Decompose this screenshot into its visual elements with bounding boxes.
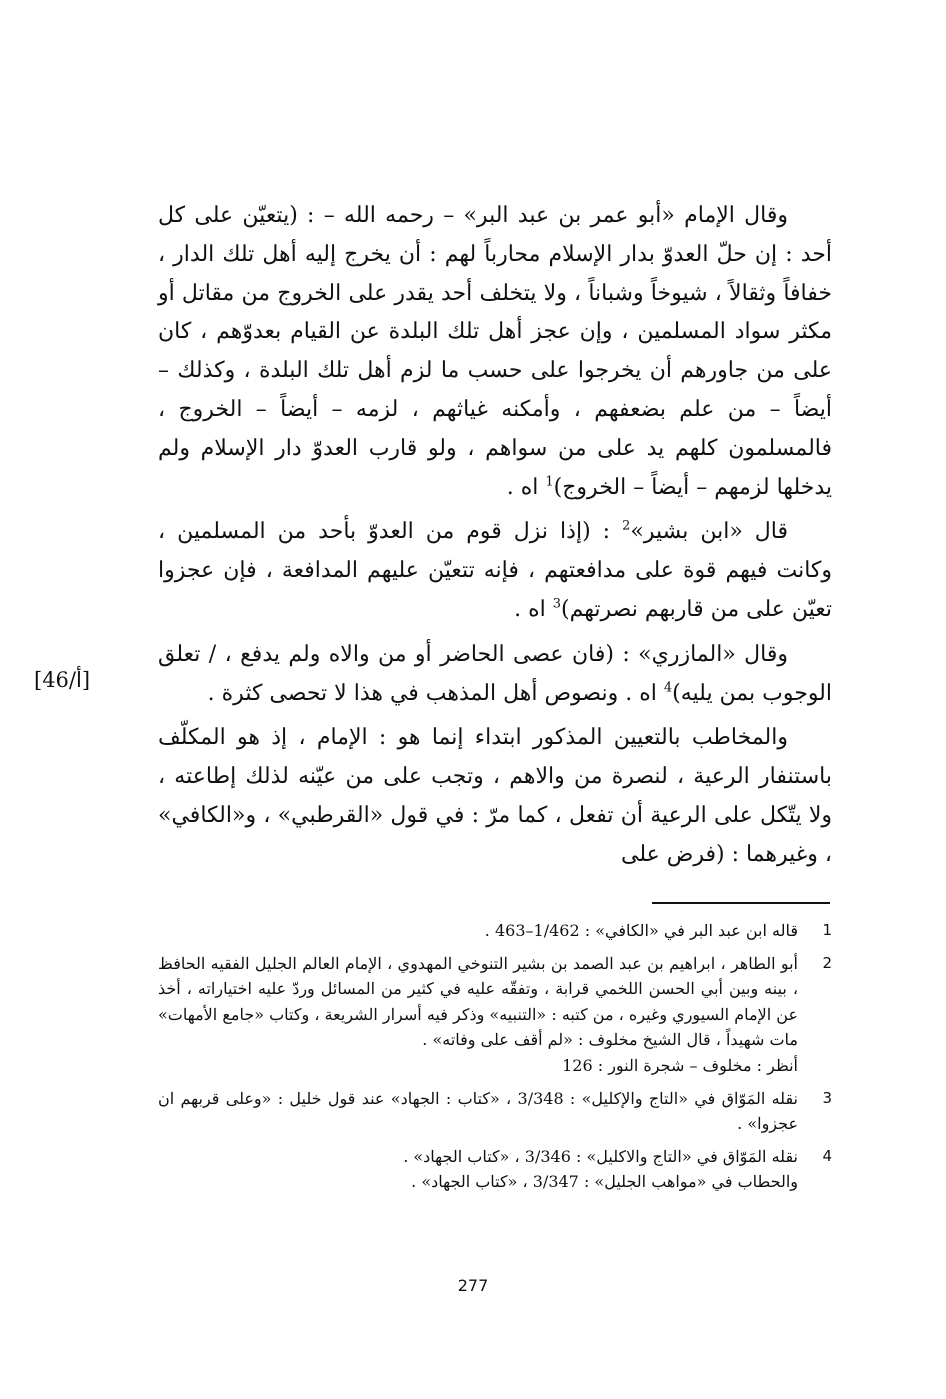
footnote-1	[158, 918, 832, 944]
footnote-text: نقله المَوّاق في «التاج والاكليل» : 3/346 ، «كتاب الجهاد» . والحطاب في «مواهب الجليل» : 3/347 ، «كتاب الجهاد» .	[403, 1146, 798, 1192]
footnote-number: 4	[822, 1146, 832, 1165]
paragraph-ibn-abd-al-barr: وقال الإمام «أبو عمر بن عبد البر» – رحمه الله – : (يتعيّن على كل أحد : إن حلّ العدوّ بدار الإسلام محارباً لهم : أن يخرج إليه أهل تلك الدار ، خفافاً وثقالاً ، شيوخاً وشباناً ، ولا يتخلف أحد يقدر على الخروج من مقاتل أو مكثر سواد المسلمين ، وإن عجز أهل تلك البلدة عن القيام بعدوّهم ، كان على من جاورهم أن يخرجوا على حسب ما لزم أهل تلك البلدة ، وكذلك – أيضاً – من علم بضعفهم ، وأمكنه غياثهم ، لزمه – أيضاً – الخروج ، فالمسلمون كلهم يد على من سواهم ، ولو قارب العدوّ دار الإسلام ولم يدخلها لزمهم – أيضاً – الخروج)$^1$ اه .	[158, 203, 832, 500]
footnote-2	[158, 951, 832, 1079]
footnote-text: نقله المَوّاق في «التاج والإكليل» : 3/348 ، «كتاب : الجهاد» عند قول خليل : «وعلى قربهم ان عجزوا» .	[158, 1088, 798, 1134]
footnote-number: 2	[822, 953, 832, 972]
paragraph-ibn-bashir: قال «ابن بشير»$^2$ : (إذا نزل قوم من العدوّ بأحد من المسلمين ، وكانت فيهم قوة على مدافعتهم ، فإنه تتعيّن عليهم المدافعة ، فإن عجزوا تعيّن على من قاربهم نصرتهم)$^3$ اه .	[158, 519, 832, 622]
footnote-ref-3[interactable]: 3	[552, 596, 562, 612]
footnote-number: 3	[822, 1088, 832, 1107]
footnote-text: أبو الطاهر ، ابراهيم بن عبد الصمد بن بشير التنوخي المهدوي ، الإمام العالم الجليل الفقيه الحافظ ، بينه وبين أبي الحسن اللخمي قرابة ، وتفقّه عليه في كثير من المسائل وردّ عليه اختياراته ، أخذ عن الإمام السيوري وغيره ، من كتبه : «التنبيه» وذكر فيه أسرار الشريعة ، وكتاب «جامع الأمهات» مات شهيداً ، قال الشيخ مخلوف : «لم أقف على وفاته» . أنظر : مخلوف – شجرة النور : 126	[158, 953, 798, 1075]
footnote-number: 1	[822, 921, 832, 939]
paragraph-al-mazari: وقال «المازري» : (فان عصى الحاضر أو من والاه ولم يدفع ، / تعلق الوجوب بمن يليه)$^4$ اه . ونصوص أهل المذهب في هذا لا تحصى كثرة .	[158, 641, 832, 706]
manuscript-folio-marker: [46/أ]	[34, 668, 91, 692]
page-number: 277	[457, 1276, 489, 1295]
footnotes	[158, 918, 832, 1202]
paragraph-addressee: والمخاطب بالتعيين المذكور ابتداء إنما هو : الإمام ، إذ هو المكلّف باستنفار الرعية ، لنصرة من والاهم ، وتجب على من عيّنه لذلك إطاعته ، ولا يتّكل على الرعية أن تفعل ، كما مرّ : في قول «القرطبي» ، و«الكافي» ، وغيرهما : (فرض على	[158, 725, 832, 867]
footnote-ref-1[interactable]: 1	[545, 474, 554, 490]
footnote-ref-2[interactable]: 2	[622, 519, 631, 535]
footnote-3	[158, 1086, 832, 1137]
footnote-ref-4[interactable]: 4	[663, 680, 673, 696]
footnote-text: قاله ابن عبد البر في «الكافي» : 1/462–463 .	[484, 921, 798, 940]
main-text	[158, 197, 832, 875]
footnote-separator	[652, 902, 830, 904]
footnote-4	[158, 1144, 832, 1195]
